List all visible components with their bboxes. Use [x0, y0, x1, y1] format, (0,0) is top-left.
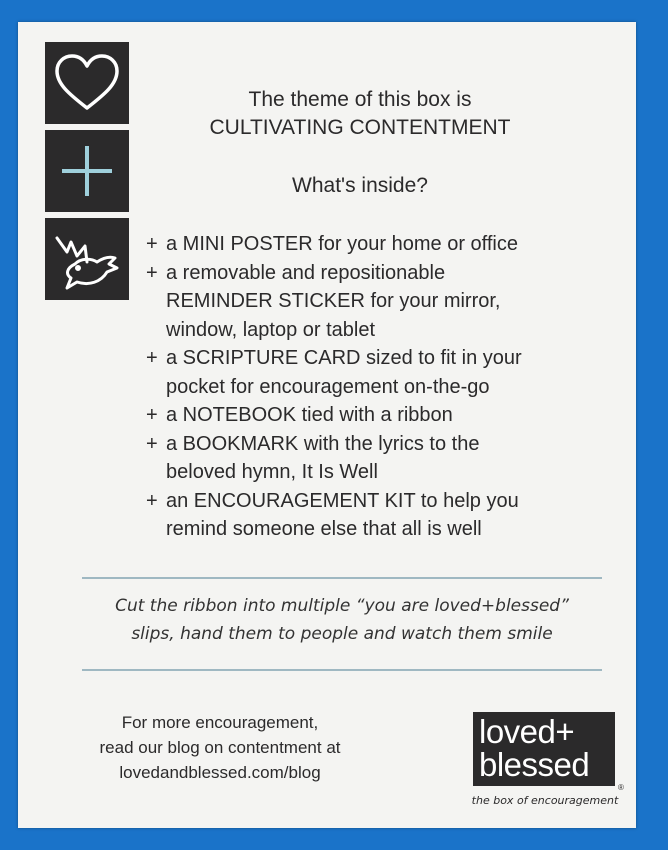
blog-footer — [70, 710, 370, 785]
item-line: beloved hymn, It Is Well — [166, 461, 378, 483]
item-line: a removable and repositionable — [166, 261, 446, 284]
blog-link: lovedandblessed.com/blog — [119, 763, 321, 782]
footer-line: For more encouragement, — [121, 713, 319, 732]
item-line: a SCRIPTURE CARD sized to fit in your — [166, 347, 522, 369]
logo-text-blessed: blessed — [479, 746, 590, 783]
contents-list — [146, 230, 626, 544]
logo-tagline: the box of encouragement — [471, 794, 619, 807]
item-line: an ENCOURAGEMENT KIT to help you — [166, 489, 519, 512]
plus-bullet: + — [146, 261, 158, 284]
note-line: slips, hand them to people and watch them smile — [131, 624, 553, 644]
theme-intro: The theme of this box is — [248, 88, 472, 111]
plus-bullet: + — [146, 489, 158, 512]
plus-bullet: + — [146, 432, 158, 455]
brand-logo — [473, 712, 615, 786]
theme-title: CULTIVATING CONTENTMENT — [209, 116, 511, 139]
registered-mark: ® — [618, 783, 624, 792]
list-item — [146, 487, 626, 544]
item-line: remind someone else that all is well — [166, 518, 482, 540]
list-item — [146, 230, 626, 259]
info-card — [18, 22, 636, 828]
divider-bottom — [82, 669, 602, 671]
plus-bullet: + — [146, 347, 158, 369]
list-item — [146, 430, 626, 487]
item-line: pocket for encouragement on-the-go — [166, 375, 490, 398]
plus-bullet: + — [146, 404, 158, 426]
whats-inside-heading: What's inside? — [292, 174, 428, 197]
dove-icon — [45, 218, 129, 300]
divider-top — [82, 577, 602, 579]
list-item — [146, 401, 626, 430]
plus-bullet: + — [146, 233, 158, 255]
item-line: a BOOKMARK with the lyrics to the — [166, 432, 480, 455]
footer-line: read our blog on contentment at — [99, 738, 341, 757]
item-line: window, laptop or tablet — [166, 318, 376, 341]
logo-text-loved: loved+ — [479, 713, 575, 750]
item-line: a MINI POSTER for your home or office — [166, 233, 518, 255]
list-item — [146, 259, 626, 345]
list-item — [146, 344, 626, 401]
ribbon-note — [82, 592, 602, 648]
item-line: a NOTEBOOK tied with a ribbon — [166, 404, 453, 426]
item-line: REMINDER STICKER for your mirror, — [166, 290, 501, 312]
note-line: Cut the ribbon into multiple “you are loved+blessed” — [115, 596, 569, 616]
